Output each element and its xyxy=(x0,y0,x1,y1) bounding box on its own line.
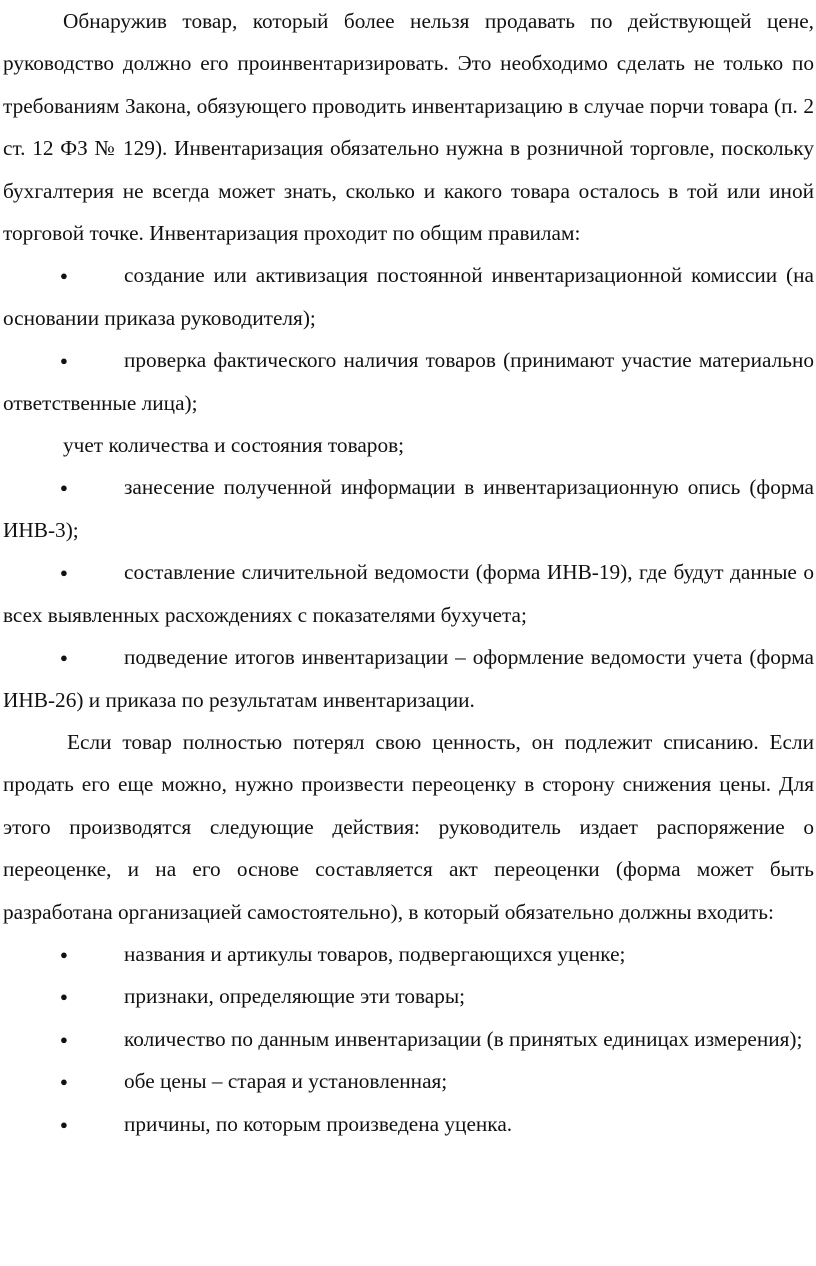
list-item xyxy=(3,254,814,339)
list-item-text: признаки, определяющие эти товары; xyxy=(124,984,466,1009)
list-item-text: занесение полученной информации в инвентаризационную опись (форма ИНВ-3); xyxy=(3,475,814,542)
list-item-text: количество по данным инвентаризации (в принятых единицах измерения); xyxy=(124,1026,803,1051)
paragraph-intro: Обнаружив товар, который более нельзя продавать по действующей цене, руководство должно его проинвентаризировать. Это необходимо сделать не только по требованиям Закона, обязующего проводить инвентаризацию в случае порчи товара (п. 2 ст. 12 ФЗ № 129). Инвентаризация обязательно нужна в розничной торговле, поскольку бухгалтерия не всегда может знать, сколько и какого товара осталось в той или иной торговой точке. Инвентаризация проходит по общим правилам: xyxy=(3,9,814,246)
list-item xyxy=(3,339,814,424)
list-item-plain: учет количества и состояния товаров; xyxy=(63,433,405,458)
paragraph-revaluation: Если товар полностью потерял свою ценность, он подлежит списанию. Если продать его еще можно, нужно произвести переоценку в сторону снижения цены. Для этого производятся следующие действия: руководитель издает распоряжение о переоценке, и на его основе составляется акт переоценки (форма может быть разработана организацией самостоятельно), в который обязательно должны входить: xyxy=(3,729,814,924)
bullet-icon: ● xyxy=(60,353,68,369)
list-item xyxy=(3,1018,814,1060)
bullet-icon: ● xyxy=(60,650,68,666)
list-item xyxy=(3,636,814,721)
bullet-icon: ● xyxy=(60,1116,68,1132)
bullet-icon: ● xyxy=(60,1031,68,1047)
list-item-text: создание или активизация постоянной инвентаризационной комиссии (на основании приказа руководителя); xyxy=(3,263,814,330)
list-item-text: составление сличительной ведомости (форма ИНВ-19), где будут данные о всех выявленных расхождениях с показателями бухучета; xyxy=(3,560,814,627)
list-item-text: обе цены – старая и установленная; xyxy=(124,1069,448,1094)
list-item xyxy=(3,1060,814,1102)
list-item xyxy=(3,551,814,636)
list-item-text: подведение итогов инвентаризации – оформление ведомости учета (форма ИНВ-26) и приказа по результатам инвентаризации. xyxy=(3,645,814,712)
list-item xyxy=(3,466,814,551)
list-item xyxy=(3,975,814,1017)
list-item xyxy=(3,1103,814,1145)
bullet-icon: ● xyxy=(60,1074,68,1090)
list-item xyxy=(3,933,814,975)
list-item-text: причины, по которым произведена уценка. xyxy=(124,1111,513,1136)
bullet-icon: ● xyxy=(60,480,68,496)
list-item-text: проверка фактического наличия товаров (принимают участие материально ответственные лица); xyxy=(3,348,814,415)
bullet-icon: ● xyxy=(60,989,68,1005)
list-item-text: названия и артикулы товаров, подвергающихся уценке; xyxy=(124,941,626,966)
bullet-icon: ● xyxy=(60,565,68,581)
bullet-icon: ● xyxy=(60,946,68,962)
bullet-icon: ● xyxy=(60,268,68,284)
